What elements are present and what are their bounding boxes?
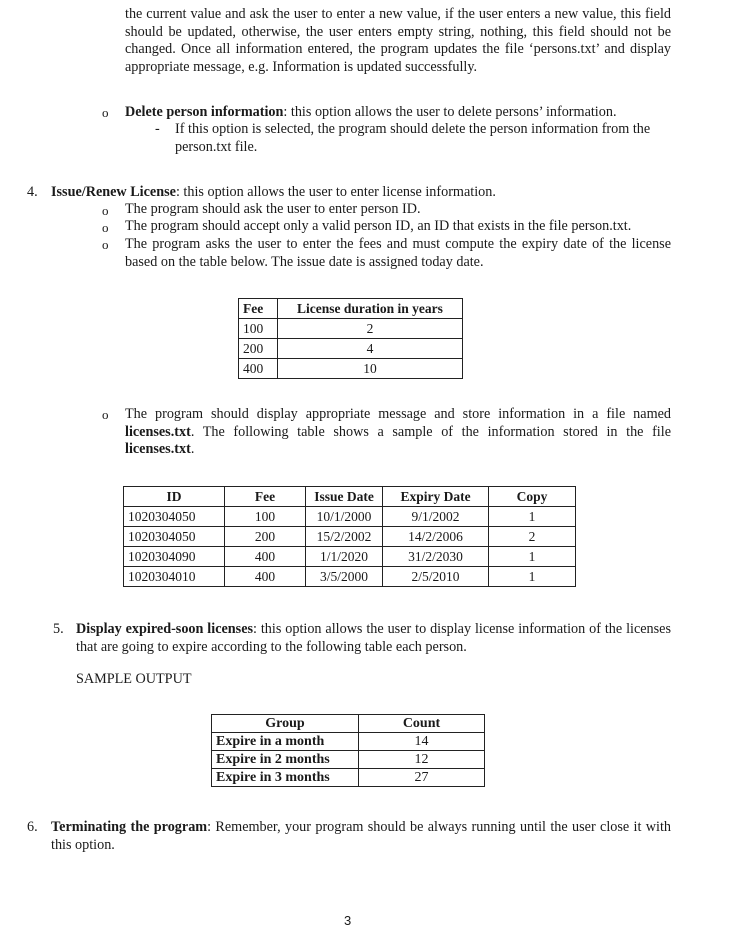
- expiry-date-header: Expiry Date: [383, 487, 489, 507]
- item5-paragraph: [76, 621, 671, 656]
- bullet-marker: o: [102, 220, 109, 235]
- table-row: [124, 507, 576, 527]
- expiry-date-cell: 14/2/2006: [383, 527, 489, 547]
- id-cell: 1020304050: [124, 527, 225, 547]
- fee-cell: 400: [225, 567, 306, 587]
- intro-paragraph: the current value and ask the user to enter a new value, if the user enters a new value, this field should be updated, otherwise, the user enters empty string, nothing, this field should not be changed. Once all information entered, the program updates the file ‘persons.txt’ and display appropriate message, e.g. Information is updated successfully.: [125, 6, 671, 75]
- id-cell: 1020304050: [124, 507, 225, 527]
- count-cell: 12: [359, 751, 485, 769]
- item4-bullet-2: The program should accept only a valid person ID, an ID that exists in the file person.txt.: [125, 218, 632, 234]
- count-cell: 27: [359, 769, 485, 787]
- licenses-file-name: licenses.txt: [125, 423, 191, 440]
- bullet-marker: o: [102, 237, 109, 252]
- fee-cell: 200: [225, 527, 306, 547]
- item5-number: 5.: [53, 621, 64, 637]
- id-cell: 1020304090: [124, 547, 225, 567]
- item5-title: Display expired-soon licenses: [76, 621, 254, 637]
- dash-marker: -: [155, 121, 160, 137]
- table-row: [124, 547, 576, 567]
- display-text-post: .: [190, 441, 195, 457]
- item6-number: 6.: [27, 819, 38, 835]
- page-number: 3: [344, 913, 352, 928]
- copy-cell: 1: [489, 567, 576, 587]
- item6-title: Terminating the program: [51, 819, 208, 835]
- duration-header: License duration in years: [278, 299, 463, 319]
- count-cell: 14: [359, 733, 485, 751]
- table-row: [212, 733, 485, 751]
- sample-output-label: SAMPLE OUTPUT: [76, 671, 192, 687]
- issue-date-header: Issue Date: [306, 487, 383, 507]
- table-row: [212, 751, 485, 769]
- fee-cell: 200: [239, 339, 278, 359]
- expiry-group-table: [211, 714, 485, 787]
- delete-text: : this option allows the user to delete persons’ information.: [283, 104, 617, 120]
- item5-text: : this option allows the user to display license information of the licenses that are going to expire according to the following table each person.: [76, 621, 671, 655]
- item4-bullet-3: The program asks the user to enter the fees and must compute the expiry date of the license based on the table below. The issue date is assigned today date.: [125, 236, 671, 270]
- group-cell: Expire in 3 months: [212, 769, 359, 787]
- issue-date-cell: 3/5/2000: [306, 567, 383, 587]
- delete-title: Delete person information: [125, 104, 284, 120]
- bullet-marker: o: [102, 407, 109, 422]
- expiry-date-cell: 9/1/2002: [383, 507, 489, 527]
- table-row: [239, 339, 463, 359]
- table-row: [212, 769, 485, 787]
- fee-header: Fee: [225, 487, 306, 507]
- table-row: [239, 359, 463, 379]
- bullet-marker: o: [102, 203, 109, 218]
- copy-cell: 2: [489, 527, 576, 547]
- expiry-date-cell: 2/5/2010: [383, 567, 489, 587]
- issue-date-cell: 10/1/2000: [306, 507, 383, 527]
- group-header: Group: [212, 715, 359, 733]
- fee-cell: 400: [225, 547, 306, 567]
- bullet-marker: o: [102, 105, 109, 120]
- display-text-pre: The program should display appropriate message and store information in a file named: [125, 406, 671, 422]
- issue-date-cell: 1/1/2020: [306, 547, 383, 567]
- id-header: ID: [124, 487, 225, 507]
- duration-cell: 2: [278, 319, 463, 339]
- item4-title: Issue/Renew License: [51, 184, 176, 200]
- item4-display-bullet: [125, 406, 671, 459]
- copy-cell: 1: [489, 547, 576, 567]
- id-cell: 1020304010: [124, 567, 225, 587]
- group-cell: Expire in 2 months: [212, 751, 359, 769]
- item4-number: 4.: [27, 184, 38, 200]
- table-row: [239, 319, 463, 339]
- item6-text: : Remember, your program should be always running until the user close it with this option.: [51, 819, 671, 853]
- issue-date-cell: 15/2/2002: [306, 527, 383, 547]
- item4-bullet-1: The program should ask the user to enter person ID.: [125, 201, 421, 217]
- group-cell: Expire in a month: [212, 733, 359, 751]
- display-text-mid: . The following table shows a sample of the information stored in the file: [190, 423, 671, 440]
- expiry-date-cell: 31/2/2030: [383, 547, 489, 567]
- delete-item: [125, 104, 675, 122]
- fee-cell: 400: [239, 359, 278, 379]
- licenses-file-name: licenses.txt: [125, 441, 191, 457]
- copy-cell: 1: [489, 507, 576, 527]
- table-row: [124, 567, 576, 587]
- fee-cell: 100: [239, 319, 278, 339]
- duration-cell: 10: [278, 359, 463, 379]
- item4-heading: [51, 184, 671, 202]
- item4-text: : this option allows the user to enter license information.: [175, 184, 496, 200]
- copy-header: Copy: [489, 487, 576, 507]
- fee-duration-table: [238, 298, 463, 379]
- duration-cell: 4: [278, 339, 463, 359]
- license-sample-table: [123, 486, 576, 587]
- fee-cell: 100: [225, 507, 306, 527]
- item6-paragraph: [51, 819, 671, 854]
- count-header: Count: [359, 715, 485, 733]
- table-row: [124, 527, 576, 547]
- delete-sub-text: If this option is selected, the program should delete the person information from the person.txt file.: [175, 121, 651, 155]
- fee-header: Fee: [239, 299, 278, 319]
